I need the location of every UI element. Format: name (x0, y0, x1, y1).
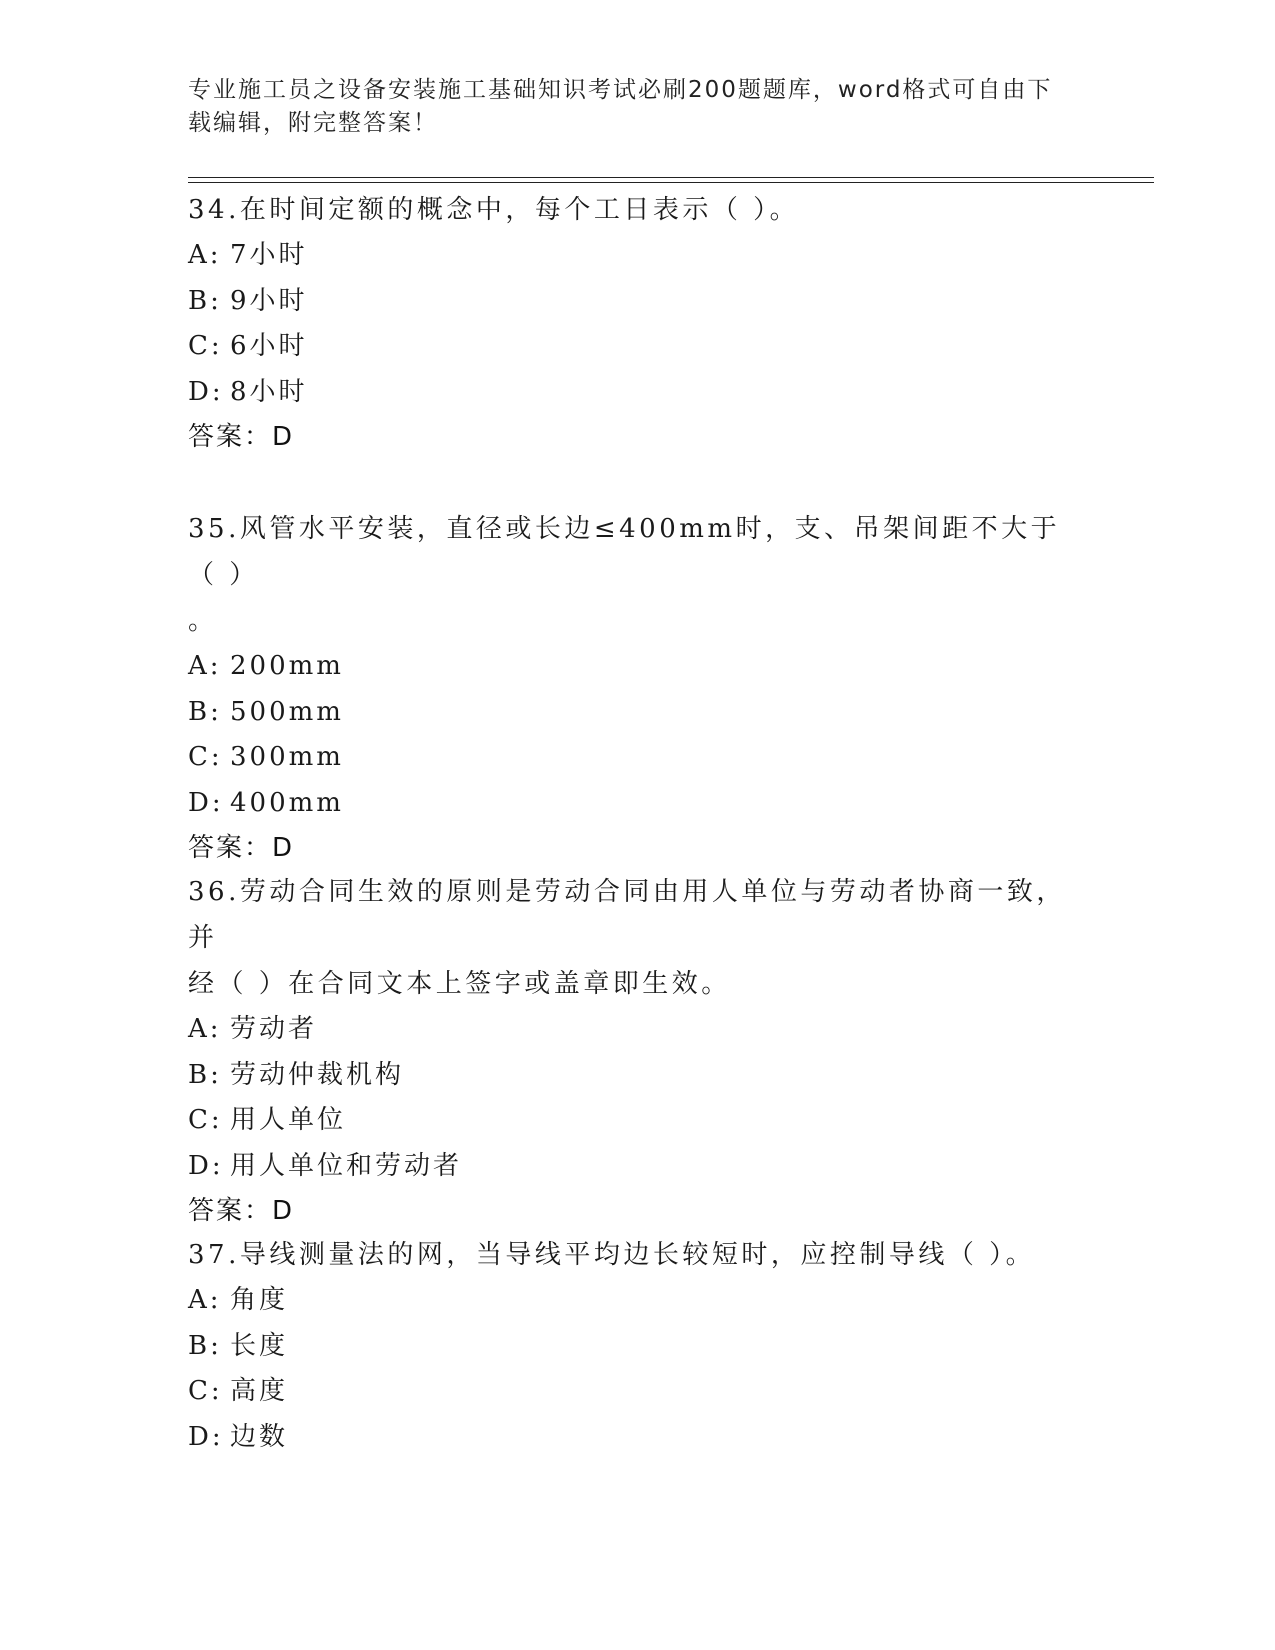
option-text: 6小时 (230, 331, 308, 361)
question-35 (188, 506, 1088, 871)
answer-line: 答案：D (188, 1196, 295, 1226)
option-b (188, 1053, 1088, 1099)
question-34 (188, 187, 1088, 460)
answer-line: 答案：D (188, 422, 295, 452)
option-text: 500mm (230, 696, 344, 727)
option-letter: A: (188, 240, 222, 270)
option-letter: D: (188, 1421, 224, 1452)
question-text-continued: 经（ ）在合同文本上签字或盖章即生效。 (188, 969, 731, 999)
option-text: 8小时 (230, 376, 308, 407)
question-text: 36.劳动合同生效的原则是劳动合同由用人单位与劳动者协商一致，并 (188, 877, 1066, 953)
option-letter: D: (188, 787, 224, 818)
option-c (188, 1098, 1088, 1144)
option-text: 7小时 (230, 240, 308, 270)
option-letter: C: (188, 1105, 223, 1135)
option-text: 200mm (230, 651, 344, 681)
question-37 (188, 1232, 1088, 1460)
option-text: 用人单位和劳动者 (230, 1150, 463, 1181)
document-header: 专业施工员之设备安装施工基础知识考试必刷200题题库，word格式可自由下载编辑，附完整答案！ (188, 77, 1053, 136)
option-text: 劳动者 (230, 1014, 318, 1044)
option-text: 边数 (230, 1421, 289, 1452)
option-letter: B: (188, 696, 222, 727)
question-text-continued: 。 (188, 606, 218, 636)
option-letter: C: (188, 742, 223, 772)
option-letter: C: (188, 331, 223, 361)
option-text: 高度 (230, 1376, 289, 1406)
option-text: 角度 (230, 1285, 289, 1315)
option-a (188, 1278, 1088, 1324)
option-a (188, 233, 1088, 279)
option-text: 长度 (230, 1330, 289, 1361)
option-letter: B: (188, 1330, 222, 1361)
option-d (188, 1144, 1088, 1190)
option-b (188, 690, 1088, 736)
option-letter: C: (188, 1376, 223, 1406)
option-c (188, 324, 1088, 370)
option-text: 用人单位 (230, 1105, 347, 1135)
option-text: 9小时 (230, 285, 308, 316)
option-letter: B: (188, 1059, 222, 1090)
option-text: 400mm (230, 787, 344, 818)
option-d (188, 781, 1088, 827)
question-36 (188, 869, 1088, 1234)
option-a (188, 1007, 1088, 1053)
header-divider-bottom (188, 182, 1154, 183)
option-c (188, 1369, 1088, 1415)
answer-line: 答案：D (188, 833, 295, 863)
option-letter: B: (188, 285, 222, 316)
option-letter: D: (188, 1150, 224, 1181)
option-text: 劳动仲裁机构 (230, 1059, 405, 1090)
option-b (188, 279, 1088, 325)
option-c (188, 735, 1088, 781)
option-letter: D: (188, 376, 224, 407)
option-d (188, 370, 1088, 416)
option-d (188, 1415, 1088, 1461)
question-text: 34.在时间定额的概念中，每个工日表示（ ）。 (188, 195, 800, 225)
option-letter: A: (188, 651, 222, 681)
question-text: 37.导线测量法的网，当导线平均边长较短时，应控制导线（ ）。 (188, 1240, 1036, 1270)
option-letter: A: (188, 1285, 222, 1315)
option-letter: A: (188, 1014, 222, 1044)
option-b (188, 1324, 1088, 1370)
question-text: 35.风管水平安装，直径或长边≤400mm时，支、吊架间距不大于（ ） (188, 514, 1061, 590)
header-divider-top (188, 177, 1154, 178)
option-text: 300mm (230, 742, 344, 772)
option-a (188, 644, 1088, 690)
